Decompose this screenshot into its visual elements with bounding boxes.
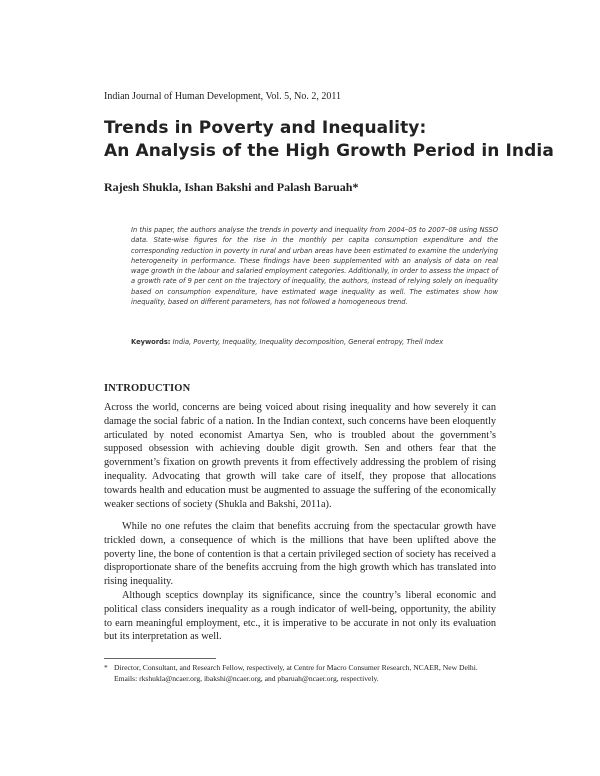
body-paragraph: While no one refutes the claim that benefits accruing from the spectacular growth have trickled down, a consequence of which is the millions that have been uplifted above the poverty line, the bone of contention is that a certain privileged section of society has received a disproportionate share of the benefits accruing from the high growth which has translated into rising inequality. [104,521,497,588]
journal-citation: Indian Journal of Human Development, Vol. 5, No. 2, 2011 [104,91,342,102]
title-line-1: Trends in Poverty and Inequality: [104,118,427,138]
footnote [104,662,496,684]
section-heading-introduction: INTRODUCTION [104,383,191,394]
keywords [131,337,498,347]
footnote-divider [104,658,216,659]
keywords-label: Keywords: [131,338,171,346]
article-title [104,117,554,163]
body-paragraph: Although sceptics downplay its significance, since the country’s liberal economic and political class considers inequality as a rough indicator of well-being, opportunity, the ability to earn meaningful employment, etc., it is imperative to be accurate in not only its evaluation but its interpretation as well. [104,590,496,643]
abstract-text: In this paper, the authors analyse the trends in poverty and inequality from 2004–05 to 2007–08 using NSSO data. State-wise figures for the rise in the monthly per capita consumption expenditure and the corresponding reduction in poverty in rural and urban areas have been estimated to examine the underlying heterogeneity in performance. These findings have been supplemented with an analysis of data on real wage growth in the labour and salaried employment categories. Additionally, in order to assess the impact of a growth rate of 9 per cent on the trajectory of inequality, the authors, instead of relying solely on inequality based on consumption expenditure, have estimated wage inequality as well. The estimates show how inequality, based on different parameters, has not followed a homogeneous trend. [131,226,498,307]
title-line-2: An Analysis of the High Growth Period in India [104,141,554,161]
footnote-text: Director, Consultant, and Research Fellow, respectively, at Centre for Macro Consumer Research, NCAER, New Delhi. Emails: rkshukla@ncaer.org, ibakshi@ncaer.org, and pbaruah@ncaer.org, respectively. [114,663,478,683]
body-paragraph: Across the world, concerns are being voiced about rising inequality and how severely it can damage the social fabric of a nation. In the Indian context, such concerns have been eloquently articulated by noted economist Amartya Sen, who is troubled about the government’s supposed obsession with achieving double digit growth. Sen and others fear that the government’s fixation on growth prevents it from effectively addressing the problem of rising inequality. Advocating that growth will take care of itself, they propose that allocations towards health and education must be augmented to assuage the suffering of the economically weaker sections of society (Shukla and Bakshi, 2011a). [104,402,496,510]
keywords-list: India, Poverty, Inequality, Inequality decomposition, General entropy, Theil Index [172,338,444,346]
author-list: Rajesh Shukla, Ishan Bakshi and Palash Baruah* [104,180,359,194]
footnote-mark: * [104,663,108,672]
